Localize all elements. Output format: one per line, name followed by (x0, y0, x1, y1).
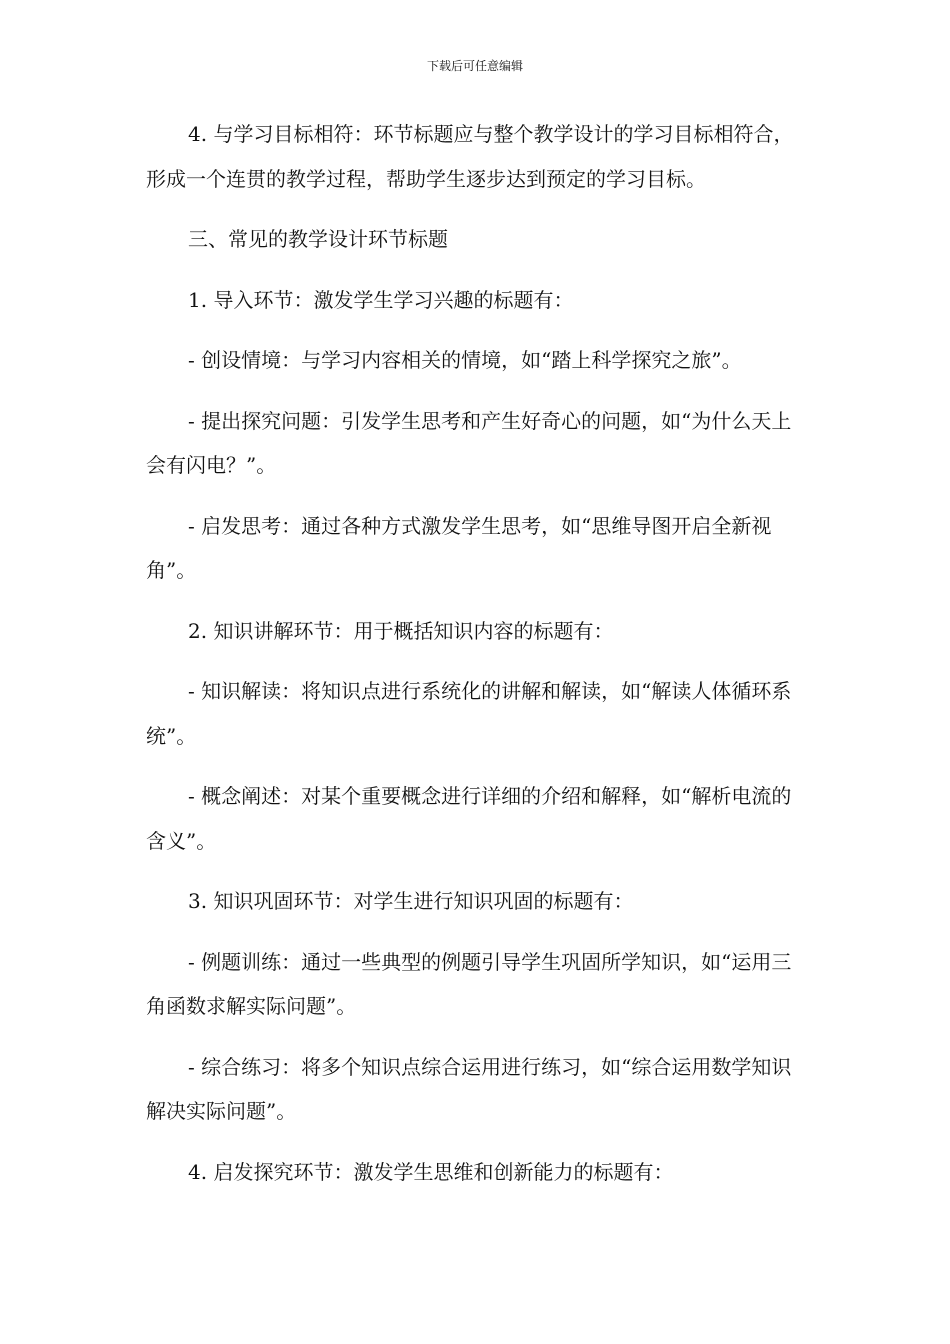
document-body (146, 112, 798, 1210)
page-header: 下载后可任意编辑 (426, 59, 523, 73)
list-item-create-scenario: - 创设情境：与学习内容相关的情境，如“踏上科学探究之旅”。 (188, 348, 742, 372)
paragraph-knowledge-consolidation: 3. 知识巩固环节：对学生进行知识巩固的标题有： (188, 889, 634, 913)
paragraph-knowledge-explanation: 2. 知识讲解环节：用于概括知识内容的标题有： (188, 618, 614, 643)
list-item-ask-question: - 提出探究问题：引发学生思考和产生好奇心的问题，如“为什么天上会有闪电？”。 (146, 408, 792, 477)
list-item-comprehensive-practice: - 综合练习：将多个知识点综合运用进行练习，如“综合运用数学知识解决实际问题”。 (146, 1054, 792, 1123)
list-item-example-training: - 例题训练：通过一些典型的例题引导学生巩固所学知识，如“运用三角函数求解实际问题”。 (146, 949, 792, 1018)
list-item-inspire-thinking: - 启发思考：通过各种方式激发学生思考，如“思维导图开启全新视角”。 (146, 513, 772, 582)
section-heading-common-titles: 三、常见的教学设计环节标题 (188, 227, 448, 251)
list-item-knowledge-interpretation: - 知识解读：将知识点进行系统化的讲解和解读，如“解读人体循环系统”。 (146, 679, 792, 748)
paragraph-intro-stage: 1. 导入环节：激发学生学习兴趣的标题有： (188, 287, 574, 312)
list-item-concept-elaboration: - 概念阐述：对某个重要概念进行详细的介绍和解释，如“解析电流的含义”。 (146, 784, 792, 853)
paragraph-inquiry-stage: 4. 启发探究环节：激发学生思维和创新能力的标题有： (188, 1159, 674, 1184)
paragraph-goal-consistency: 4. 与学习目标相符：环节标题应与整个教学设计的学习目标相符合，形成一个连贯的教学过程，帮助学生逐步达到预定的学习目标。 (146, 122, 794, 191)
